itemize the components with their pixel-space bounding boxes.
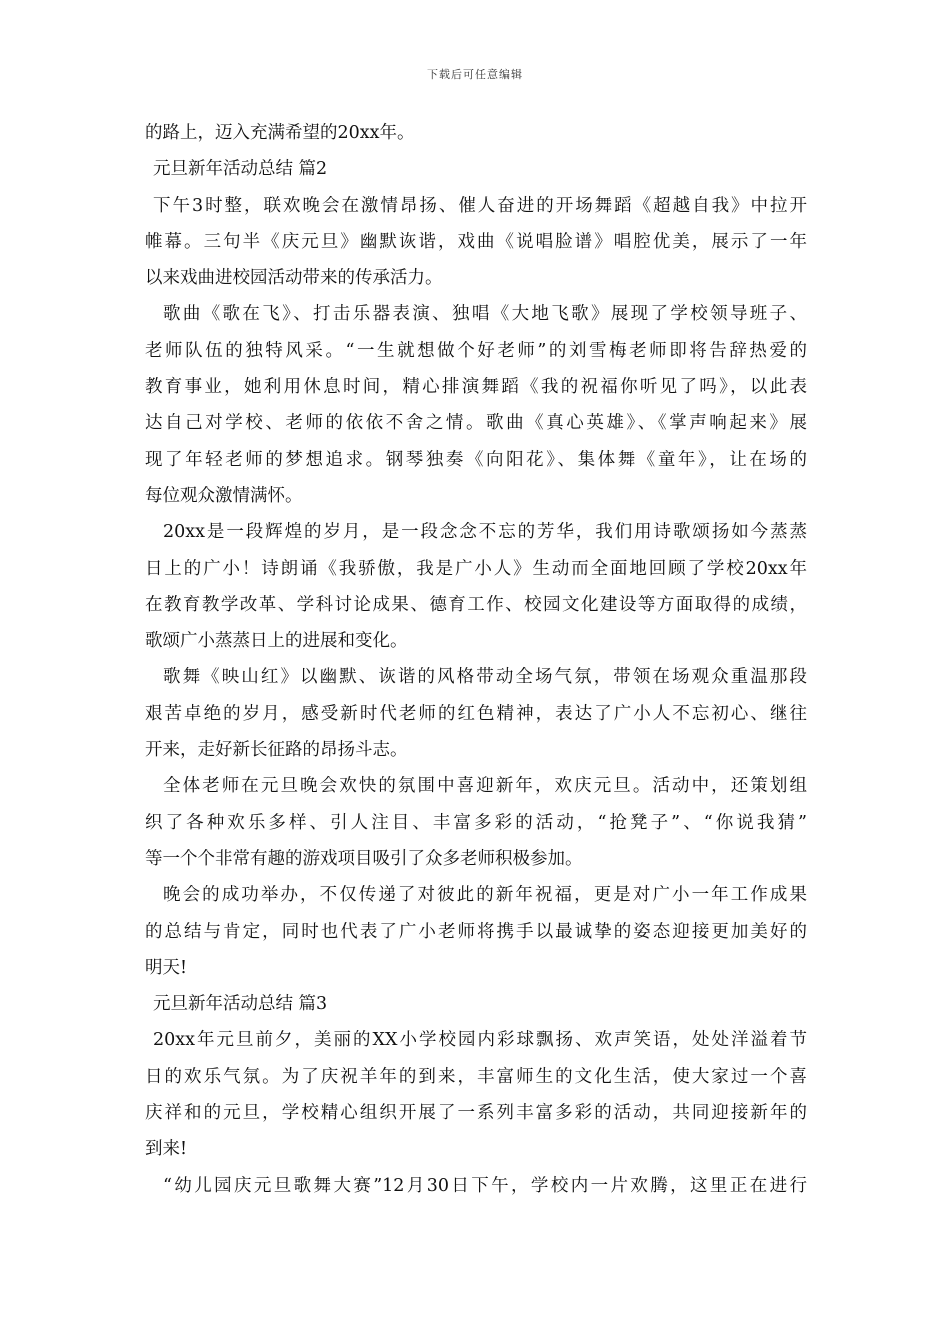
text-line: 日上的广小！诗朗诵《我骄傲，我是广小人》生动而全面地回顾了学校20xx年 (145, 558, 807, 579)
document-body (145, 115, 807, 1204)
text-line: 下午3时整，联欢晚会在激情昂扬、催人奋进的开场舞蹈《超越自我》中拉开 (153, 195, 807, 216)
section-heading: 元旦新年活动总结 篇2 (153, 159, 328, 180)
text-line: 开来，走好新长征路的昂扬斗志。 (145, 740, 408, 761)
text-line: 教育事业，她利用休息时间，精心排演舞蹈《我的祝福你听见了吗》，以此表 (145, 377, 807, 398)
text-line: 老师队伍的独特风采。“一生就想做个好老师”的刘雪梅老师即将告辞热爱的 (145, 340, 807, 361)
text-line: 明天! (145, 957, 188, 978)
text-line: 以来戏曲进校园活动带来的传承活力。 (145, 268, 443, 289)
text-line: 达自己对学校、老师的依依不舍之情。歌曲《真心英雄》、《掌声响起来》展 (145, 413, 807, 434)
text-line: 在教育教学改革、学科讨论成果、德育工作、校园文化建设等方面取得的成绩， (145, 594, 807, 615)
text-line: 全体老师在元旦晚会欢快的氛围中喜迎新年，欢庆元旦。活动中，还策划组 (163, 776, 807, 797)
text-line: 艰苦卓绝的岁月，感受新时代老师的红色精神，表达了广小人不忘初心、继往 (145, 703, 807, 724)
text-line: 的总结与肯定，同时也代表了广小老师将携手以最诚挚的姿态迎接更加美好的 (145, 921, 807, 942)
text-line: 庆祥和的元旦，学校精心组织开展了一系列丰富多彩的活动，共同迎接新年的 (145, 1103, 807, 1124)
text-line: 20xx年元旦前夕，美丽的XX小学校园内彩球飘扬、欢声笑语，处处洋溢着节 (153, 1030, 807, 1051)
text-line: 日的欢乐气氛。为了庆祝羊年的到来，丰富师生的文化生活，使大家过一个喜 (145, 1066, 807, 1087)
text-line: 的路上，迈入充满希望的20xx年。 (145, 123, 415, 143)
text-line: 20xx是一段辉煌的岁月，是一段念念不忘的芳华，我们用诗歌颂扬如今蒸蒸 (163, 522, 807, 543)
text-line: 等一个个非常有趣的游戏项目吸引了众多老师积极参加。 (145, 848, 583, 869)
text-line: 歌曲《歌在飞》、打击乐器表演、独唱《大地飞歌》展现了学校领导班子、 (163, 304, 807, 325)
text-line: 现了年轻老师的梦想追求。钢琴独奏《向阳花》、集体舞《童年》，让在场的 (145, 449, 807, 470)
text-line: 晚会的成功举办，不仅传递了对彼此的新年祝福，更是对广小一年工作成果 (163, 885, 807, 906)
text-line: “幼儿园庆元旦歌舞大赛”12月30日下午，学校内一片欢腾，这里正在进行 (163, 1175, 807, 1196)
text-line: 歌颂广小蒸蒸日上的进展和变化。 (145, 631, 408, 652)
text-line: 每位观众激情满怀。 (145, 485, 303, 506)
section-heading: 元旦新年活动总结 篇3 (153, 994, 328, 1015)
page-header: 下载后可任意编辑 (427, 68, 523, 81)
text-line: 帷幕。三句半《庆元旦》幽默诙谐，戏曲《说唱脸谱》唱腔优美，展示了一年 (145, 231, 807, 252)
text-line: 歌舞《映山红》以幽默、诙谐的风格带动全场气氛，带领在场观众重温那段 (163, 667, 807, 688)
text-line: 织了各种欢乐多样、引人注目、丰富多彩的活动，“抢凳子”、“你说我猜” (145, 812, 807, 833)
text-line: 到来! (145, 1139, 188, 1160)
